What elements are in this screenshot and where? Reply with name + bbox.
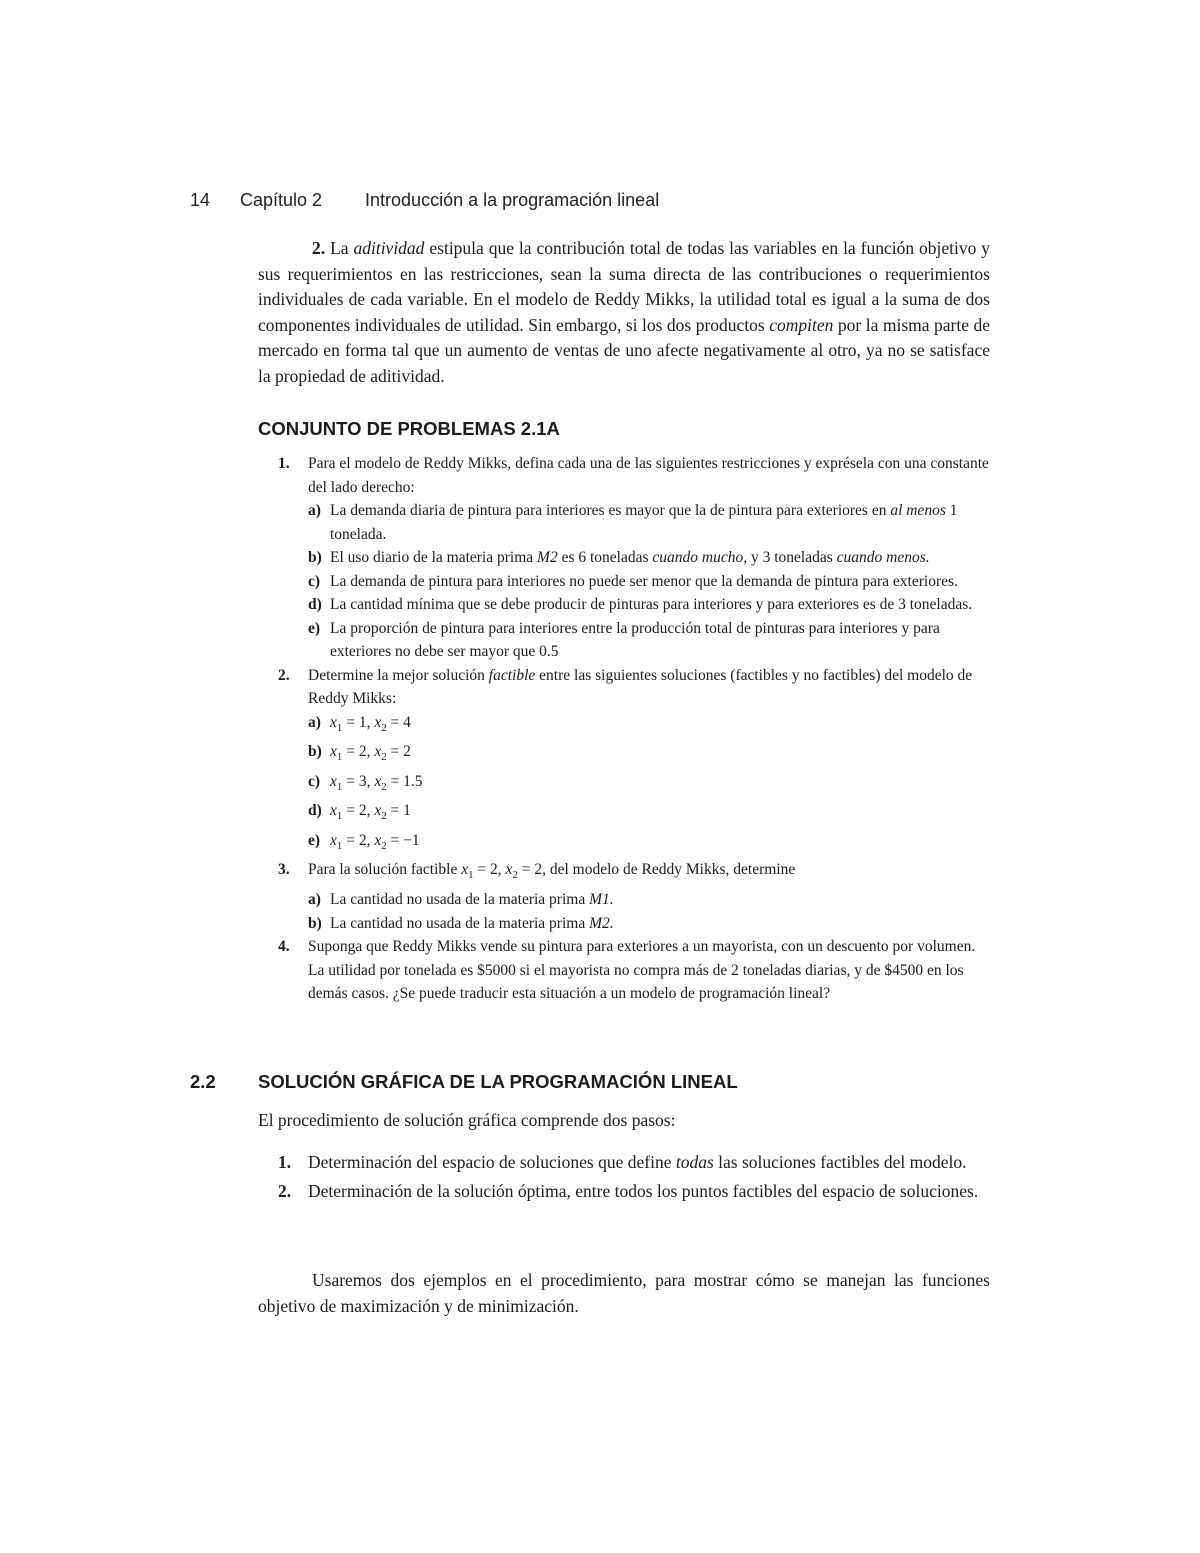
- problem-1-b-emphasis-2: cuando menos.: [836, 549, 930, 566]
- additivity-paragraph: [258, 236, 990, 389]
- sub-label: d): [308, 596, 322, 613]
- x1-value: 2: [490, 861, 498, 879]
- x2-value: 4: [403, 713, 411, 731]
- problem-1-c-text: La demanda de pintura para interiores no puede ser menor que la demanda de pintura para exteriores.: [330, 572, 958, 590]
- problem-2-text: Determine la mejor solución: [308, 666, 485, 684]
- solution-item: b) $x_1 = 2$, $x_2 = 2$: [278, 740, 990, 770]
- sub-label: c): [308, 772, 321, 790]
- closing-paragraph: Usaremos dos ejemplos en el procedimiento, para mostrar cómo se manejan las funciones objetivo de maximización y de minimización.: [258, 1270, 990, 1316]
- x1-value: 2: [358, 831, 367, 849]
- x1-value: 2: [358, 802, 367, 820]
- section-intro-block: [258, 1108, 990, 1134]
- problem-1-a-text: La demanda diaria de pintura para interiores es mayor que la de pintura para exteriores en: [330, 502, 887, 519]
- problem-1-e-text: La proporción de pintura para interiores entre la producción total de pinturas para interiores y para exteriores no debe ser mayor que 0.5: [330, 619, 940, 660]
- problem-number: 1.: [278, 455, 290, 472]
- sub-label: a): [308, 891, 321, 909]
- solution-item: d) $x_1 = 2$, $x_2 = 1$: [278, 799, 990, 829]
- problem-3: 3. Para la solución factible $x_1 = 2$, $x_2 = 2$, del modelo de Reddy Mikks, determine: [278, 858, 990, 888]
- problem-1-b: [278, 546, 990, 570]
- problem-3-b-var: M2.: [589, 914, 614, 932]
- step-2: [278, 1179, 990, 1205]
- problem-1-text: Para el modelo de Reddy Mikks, defina cada una de las siguientes restricciones y exprésela con una constante del lado derecho:: [308, 455, 989, 496]
- problem-3-b: [278, 912, 990, 936]
- problem-1-b-text-2: es 6 toneladas: [561, 549, 649, 566]
- section-heading: [190, 1071, 738, 1093]
- sub-label: a): [308, 502, 321, 519]
- section-intro: El procedimiento de solución gráfica comprende dos pasos:: [258, 1110, 676, 1130]
- sub-label: b): [308, 549, 322, 566]
- sub-label: a): [308, 713, 321, 731]
- additivity-term-2: compiten: [769, 314, 834, 335]
- x2-value: 1.5: [403, 772, 423, 790]
- problem-1-c: [278, 570, 990, 594]
- additivity-text-2: por la misma parte de mercado en forma tal que un aumento de ventas de uno afecte negativamente al otro, ya no se satisface la propiedad de aditividad.: [258, 314, 990, 386]
- sub-label: b): [308, 914, 322, 932]
- step-2-text: Determinación de la solución óptima, entre todos los puntos factibles del espacio de soluciones.: [308, 1180, 979, 1201]
- problem-1-a-emphasis: al menos: [890, 502, 946, 519]
- chapter-label: Capítulo 2: [240, 190, 323, 210]
- step-1-emphasis: todas: [675, 1152, 714, 1172]
- chapter-title: Introducción a la programación lineal: [365, 190, 660, 210]
- problem-number: 4.: [278, 938, 290, 956]
- problem-3-text: Para la solución factible: [308, 861, 458, 879]
- x2-value: −1: [403, 831, 420, 849]
- additivity-block: [258, 236, 990, 389]
- problem-4: [278, 935, 990, 1006]
- sub-label: d): [308, 802, 322, 820]
- problem-2-text-2: entre las siguientes soluciones (factibles y no factibles) del modelo de Reddy Mikks:: [308, 666, 973, 707]
- problem-3-b-text: La cantidad no usada de la materia prima: [330, 914, 586, 932]
- x1-value: 1: [358, 713, 367, 731]
- step-1-tail: las soluciones factibles del modelo.: [718, 1152, 967, 1172]
- step-list: [278, 1150, 990, 1207]
- sub-label: e): [308, 831, 321, 849]
- additivity-text-1: estipula que la contribución total de todas las variables en la función objetivo y sus requerimientos en las restricciones, sean la suma directa de las contribuciones o requerimientos individuales de cada variable. En el modelo de Reddy Mikks, la utilidad total es igual a la suma de dos componentes individuales de utilidad. Sin embargo, si los dos productos: [258, 238, 991, 335]
- problem-1-a: [278, 499, 990, 546]
- step-number: 1.: [278, 1152, 292, 1172]
- problem-1-b-text-3: y 3 toneladas: [750, 549, 833, 566]
- solution-item: e) $x_1 = 2$, $x_2 = -1$: [278, 829, 990, 859]
- problem-3-a-var: M1.: [589, 891, 614, 909]
- problem-1-a-tail: 1 tonelada.: [330, 502, 958, 543]
- sub-label: e): [308, 619, 321, 637]
- problem-1-b-text: El uso diario de la materia prima: [330, 549, 534, 566]
- problem-2: [278, 664, 990, 711]
- solution-item: a) $x_1 = 1$, $x_2 = 4$: [278, 711, 990, 741]
- problem-1-e: [278, 617, 990, 664]
- step-number: 2.: [278, 1180, 292, 1201]
- additivity-term: aditividad: [353, 238, 425, 258]
- problem-number: 2.: [278, 666, 290, 684]
- section-title: SOLUCIÓN GRÁFICA DE LA PROGRAMACIÓN LINEAL: [258, 1071, 738, 1092]
- additivity-number: 2.: [312, 238, 326, 258]
- problem-3-a-text: La cantidad no usada de la materia prima: [330, 891, 586, 909]
- problem-list: [278, 452, 990, 1006]
- problem-1-b-emphasis-1: cuando mucho,: [652, 549, 748, 566]
- x2-value: 2: [534, 861, 543, 879]
- problem-1-d: [278, 593, 990, 617]
- problem-number: 3.: [278, 861, 290, 879]
- problem-3-a: [278, 888, 990, 912]
- problem-1: [278, 452, 990, 499]
- solution-item: c) $x_1 = 3$, $x_2 = 1.5$: [278, 770, 990, 800]
- problem-3-text-2: , del modelo de Reddy Mikks, determine: [542, 861, 796, 879]
- problem-set-title: CONJUNTO DE PROBLEMAS 2.1A: [258, 418, 560, 439]
- problem-4-text: Suponga que Reddy Mikks vende su pintura para exteriores a un mayorista, con un descuento por volumen. La utilidad por tonelada es $5000 si el mayorista no compra más de 2 toneladas diarias, y de $4500 en los demás casos. ¿Se puede traducir esta situación a un modelo de programación lineal?: [308, 938, 976, 1003]
- problem-set-header: [258, 418, 990, 440]
- step-1: [278, 1150, 990, 1176]
- x1-value: 3: [358, 772, 367, 790]
- page-number: 14: [190, 190, 211, 210]
- problem-1-d-text: La cantidad mínima que se debe producir de pinturas para interiores y para exteriores es de 3 toneladas.: [330, 596, 973, 613]
- x2-value: 2: [403, 743, 411, 761]
- x2-value: 1: [403, 802, 411, 820]
- x1-value: 2: [358, 743, 367, 761]
- problem-1-b-var: M2: [537, 549, 558, 566]
- sub-label: c): [308, 572, 321, 590]
- additivity-lead: La: [330, 238, 349, 258]
- closing-block: [258, 1268, 990, 1319]
- running-head: [190, 190, 659, 211]
- sub-label: b): [308, 743, 322, 761]
- section-number: 2.2: [190, 1071, 216, 1092]
- step-1-text: Determinación del espacio de soluciones que define: [308, 1152, 672, 1172]
- problem-2-emphasis: factible: [488, 666, 536, 684]
